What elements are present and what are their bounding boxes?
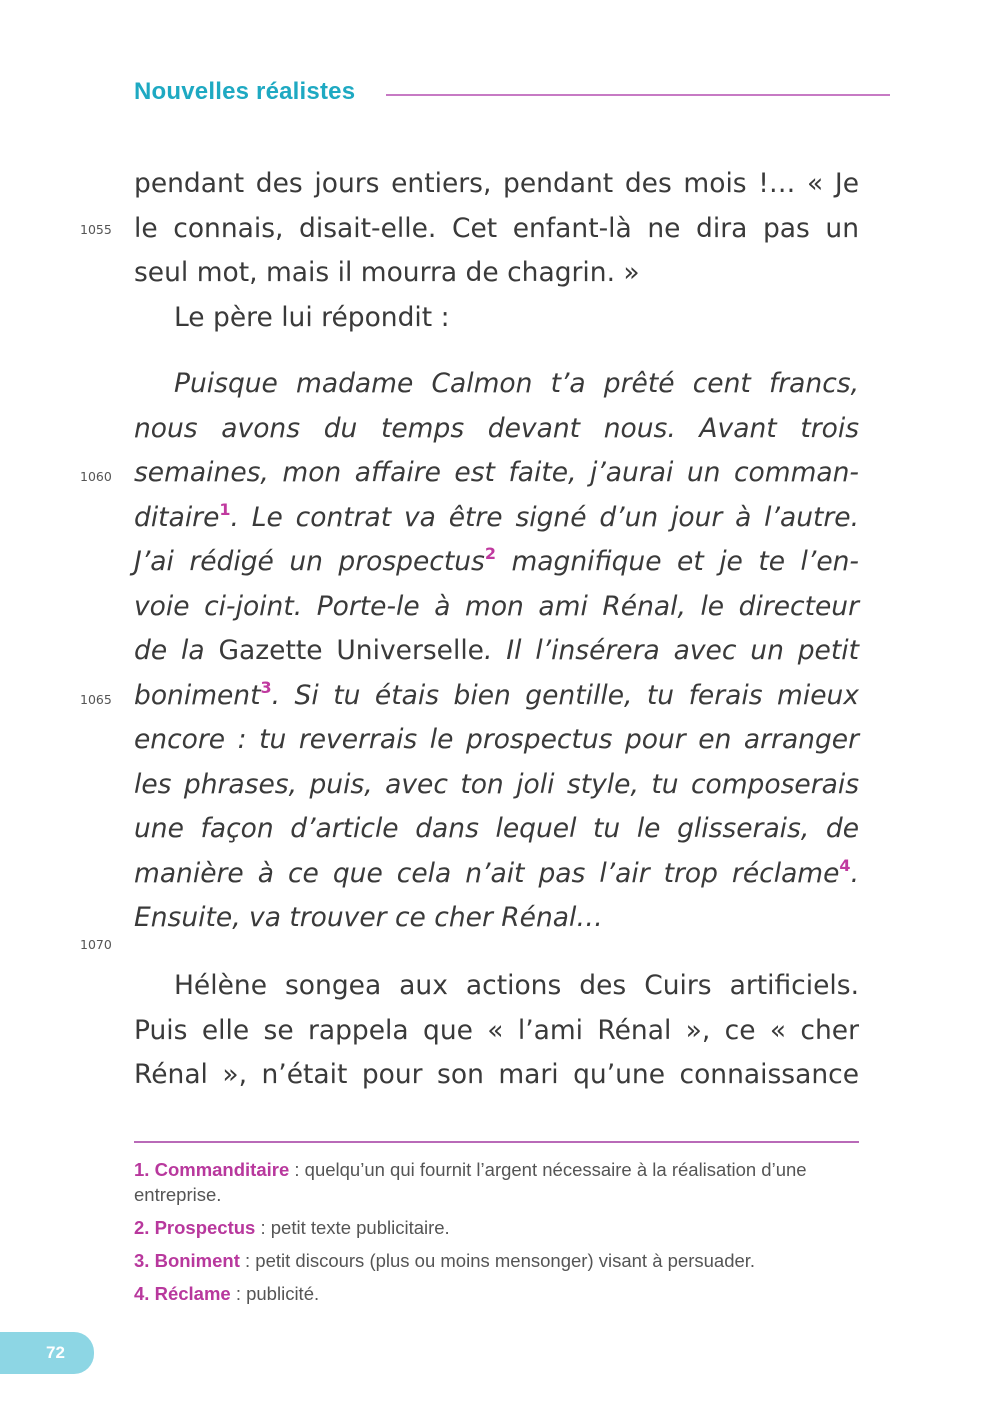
text-line bbox=[134, 496, 859, 541]
text-run: . Il l’insérera avec un petit bbox=[484, 635, 859, 666]
text-line: le connais, disait-elle. Cet enfant-là ne dira pas un bbox=[134, 212, 859, 244]
text-line: Le père lui répondit : bbox=[174, 301, 450, 333]
line-number: 1070 bbox=[80, 937, 112, 952]
footnote-number: 1. bbox=[134, 1159, 150, 1180]
text-line: encore : tu reverrais le prospectus pour en arranger bbox=[134, 724, 859, 755]
word: J’ai rédigé un prospectus bbox=[134, 546, 485, 577]
footnote-term: Prospectus bbox=[154, 1217, 256, 1238]
footnote-4 bbox=[134, 1281, 859, 1306]
line-number: 1065 bbox=[80, 692, 112, 707]
letter-quote bbox=[134, 362, 859, 941]
footnote-3 bbox=[134, 1248, 859, 1273]
footnote-ref-2[interactable]: 2 bbox=[484, 544, 496, 563]
text-line: semaines, mon affaire est faite, j’aurai un comman- bbox=[134, 457, 859, 488]
newspaper-title: Gazette Universelle bbox=[218, 635, 484, 666]
footnote-term: Boniment bbox=[154, 1250, 240, 1271]
text-line bbox=[134, 540, 859, 585]
paragraph-narrative-1 bbox=[134, 162, 859, 340]
text-line: les phrases, puis, avec ton joli style, tu composerais bbox=[134, 768, 859, 800]
footnote-number: 4. bbox=[134, 1283, 150, 1304]
footnote-2 bbox=[134, 1215, 859, 1240]
text-line: Hélène songea aux actions des Cuirs artificiels. bbox=[174, 970, 859, 1001]
text-line bbox=[134, 674, 859, 719]
text-run: manière à ce que cela n’ait pas l’air trop réclame bbox=[134, 857, 840, 889]
footnote-rule bbox=[134, 1141, 859, 1143]
footnote-definition: : petit discours (plus ou moins mensonger) visant à persuader. bbox=[239, 1250, 756, 1271]
text-line bbox=[134, 852, 859, 897]
text-run: . Le contrat va être signé d’un jour à l’autre. bbox=[230, 501, 859, 533]
paragraph-narrative-2 bbox=[134, 964, 859, 1098]
text-line: Ensuite, va trouver ce cher Rénal… bbox=[134, 902, 603, 933]
footnote-definition: : petit texte publicitaire. bbox=[255, 1217, 450, 1238]
text-line: voie ci-joint. Porte-le à mon ami Rénal, le directeur bbox=[134, 590, 859, 622]
text-line: seul mot, mais il mourra de chagrin. » bbox=[134, 257, 640, 288]
running-header-title: Nouvelles réalistes bbox=[134, 78, 356, 105]
text-line bbox=[134, 629, 859, 674]
footnote-definition: : publicité. bbox=[230, 1283, 320, 1304]
line-number: 1055 bbox=[80, 222, 112, 237]
footnote-definition: : quelqu’un qui fournit l’argent nécessaire à la réalisation d’une entreprise. bbox=[134, 1159, 807, 1205]
line-number: 1060 bbox=[80, 469, 112, 484]
text-line: nous avons du temps devant nous. Avant trois bbox=[134, 412, 859, 444]
footnote-ref-3[interactable]: 3 bbox=[260, 677, 272, 697]
text-run: . bbox=[850, 857, 859, 889]
text-line: Puis elle se rappela que « l’ami Rénal », ce « cher bbox=[134, 1014, 859, 1046]
text-line: Puisque madame Calmon t’a prêté cent francs, bbox=[174, 368, 859, 399]
word: ditaire bbox=[134, 501, 220, 533]
footnote-1 bbox=[134, 1157, 859, 1207]
footnote-ref-4[interactable]: 4 bbox=[839, 855, 851, 875]
text-line: Rénal », n’était pour son mari qu’une connaissance bbox=[134, 1059, 859, 1090]
text-run: de la bbox=[134, 635, 219, 666]
footnote-number: 3. bbox=[134, 1250, 150, 1271]
footnote-term: Commanditaire bbox=[154, 1159, 290, 1180]
page-number: 72 bbox=[46, 1343, 65, 1362]
footnote-number: 2. bbox=[134, 1217, 150, 1238]
text-run: . Si tu étais bien gentille, tu ferais mieux bbox=[271, 679, 859, 711]
footnote-term: Réclame bbox=[154, 1283, 231, 1304]
text-run: magnifique et je te l’en- bbox=[495, 546, 859, 577]
word: boniment bbox=[134, 679, 261, 711]
text-line: pendant des jours entiers, pendant des mois !… « Je bbox=[134, 168, 859, 199]
header-rule bbox=[386, 94, 890, 96]
footnote-ref-1[interactable]: 1 bbox=[219, 499, 231, 519]
text-line: une façon d’article dans lequel tu le glisserais, de bbox=[134, 813, 859, 844]
